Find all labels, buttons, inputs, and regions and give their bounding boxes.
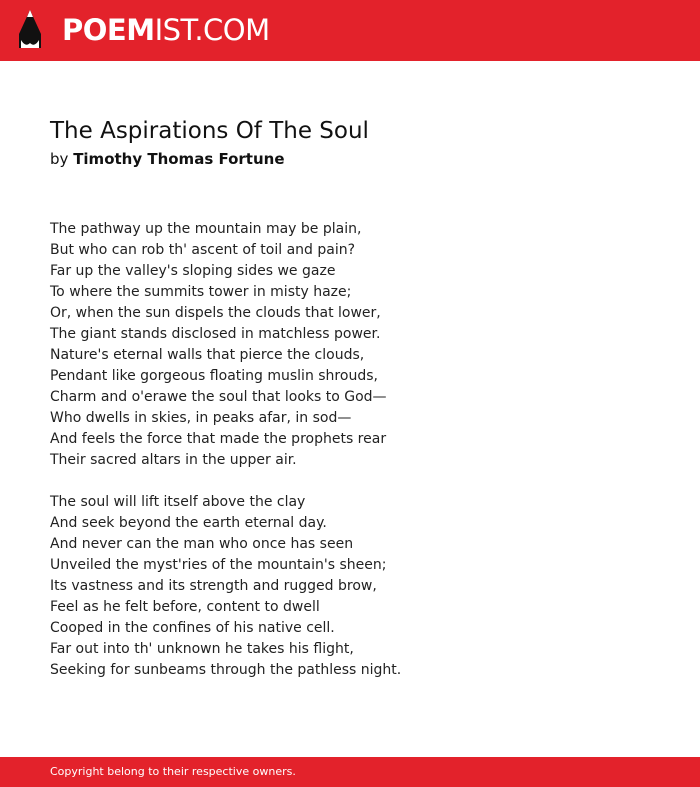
site-footer [0,757,700,787]
poem-author: Timothy Thomas Fortune [73,150,285,168]
site-header [0,0,700,61]
poem-line: Who dwells in skies, in peaks afar, in sod— [50,410,352,426]
poem-line: Far out into th' unknown he takes his flight, [50,641,354,657]
poem-line: Feel as he felt before, content to dwell [50,599,320,615]
poem-body [50,219,650,702]
poem-byline [50,149,285,169]
site-logo-link[interactable] [62,13,270,47]
poem-line: Cooped in the confines of his native cell. [50,620,335,636]
poem-line: But who can rob th' ascent of toil and pain? [50,242,356,258]
by-label: by [50,150,69,168]
poem-line: Its vastness and its strength and rugged brow, [50,578,377,594]
poem-line: The soul will lift itself above the clay [50,494,306,510]
poem-line: Far up the valley's sloping sides we gaze [50,263,336,279]
poem-line: Unveiled the myst'ries of the mountain's sheen; [50,557,387,573]
poem-line: Charm and o'erawe the soul that looks to God— [50,389,387,405]
poem-line: And feels the force that made the prophets rear [50,431,387,447]
poem-line: Pendant like gorgeous floating muslin shrouds, [50,368,378,384]
logo-text-bold: POEM [62,13,155,47]
poem-line: Nature's eternal walls that pierce the clouds, [50,347,365,363]
poem-title: The Aspirations Of The Soul [50,118,369,144]
poem-line: Seeking for sunbeams through the pathless night. [50,662,402,678]
poem-line: And never can the man who once has seen [50,536,354,552]
poem-line: Or, when the sun dispels the clouds that lower, [50,305,381,321]
pencil-tip-icon[interactable] [18,10,42,50]
poem-stanza [50,492,650,681]
poem-line: And seek beyond the earth eternal day. [50,515,327,531]
logo-text-light: IST.COM [154,13,270,47]
copyright-text: Copyright belong to their respective owners. [50,765,296,778]
poem-line: Their sacred altars in the upper air. [50,452,297,468]
poem-line: The giant stands disclosed in matchless power. [50,326,381,342]
poem-line: The pathway up the mountain may be plain, [50,221,362,237]
poem-line: To where the summits tower in misty haze; [50,284,352,300]
poem-stanza [50,219,650,471]
